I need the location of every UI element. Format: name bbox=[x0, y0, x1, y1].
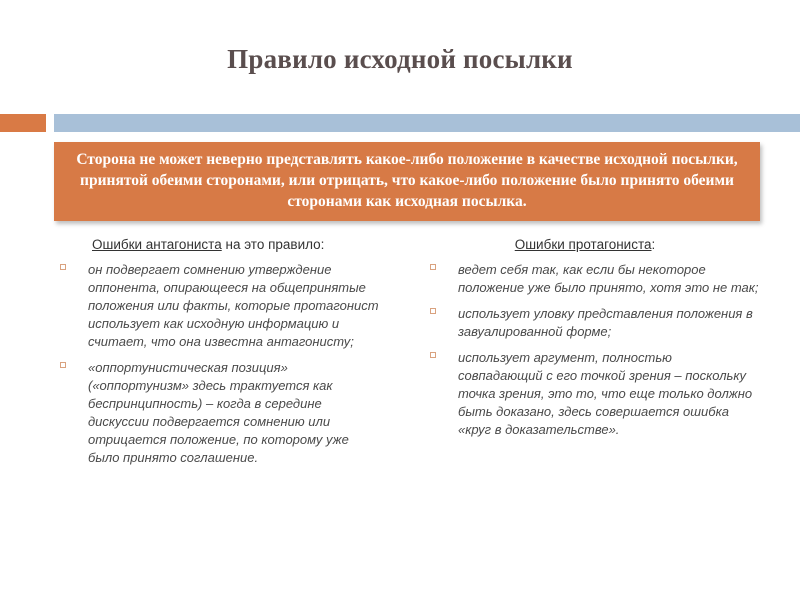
protagonist-column bbox=[430, 237, 760, 447]
protagonist-heading bbox=[430, 237, 760, 252]
rule-callout: Сторона не может неверно представлять какое-либо положение в качестве исходной посылки, принятой обеими сторонами, или отрицать, что какое-либо положение было принято обеими сторонами как исходная посылка. bbox=[54, 142, 760, 221]
accent-bar-orange bbox=[0, 114, 46, 132]
list-item bbox=[430, 305, 760, 341]
protagonist-errors-list bbox=[430, 261, 760, 439]
list-item-text: использует уловку представления положения в завуалированной форме; bbox=[458, 306, 753, 339]
square-bullet-icon bbox=[430, 308, 436, 314]
antagonist-column bbox=[60, 237, 380, 475]
square-bullet-icon bbox=[60, 264, 66, 270]
square-bullet-icon bbox=[430, 264, 436, 270]
protagonist-heading-rest: : bbox=[651, 237, 656, 252]
square-bullet-icon bbox=[60, 362, 66, 368]
list-item bbox=[430, 261, 760, 297]
list-item bbox=[60, 261, 380, 351]
list-item bbox=[60, 359, 380, 467]
protagonist-heading-underlined: Ошибки протагониста bbox=[514, 237, 652, 252]
list-item-text: использует аргумент, полностью совпадающий с его точкой зрения – поскольку точка зрения, это то, что еще только должно быть доказано, здесь совершается ошибка «круг в доказательстве». bbox=[458, 350, 753, 437]
list-item-text: он подвергает сомнению утверждение оппонента, опирающееся на общепринятые положения или факты, которые протагонист использует как исходную информацию и считает, что она известна антагонисту; bbox=[88, 262, 379, 349]
square-bullet-icon bbox=[430, 352, 436, 358]
antagonist-heading-underlined: Ошибки антагониста bbox=[92, 237, 222, 252]
antagonist-heading bbox=[60, 237, 380, 252]
list-item-text: ведет себя так, как если бы некоторое положение уже было принято, хотя это не так; bbox=[458, 262, 759, 295]
list-item bbox=[430, 349, 760, 439]
accent-bar-blue bbox=[54, 114, 800, 132]
list-item-text: «оппортунистическая позиция» («оппортунизм» здесь трактуется как беспринципность) – когда в середине дискуссии подвергается сомнению или отрицается положение, по которому уже было принято соглашение. bbox=[88, 360, 349, 465]
antagonist-heading-rest: на это правило: bbox=[221, 237, 325, 252]
antagonist-errors-list bbox=[60, 261, 380, 467]
slide-title: Правило исходной посылки bbox=[227, 44, 573, 74]
